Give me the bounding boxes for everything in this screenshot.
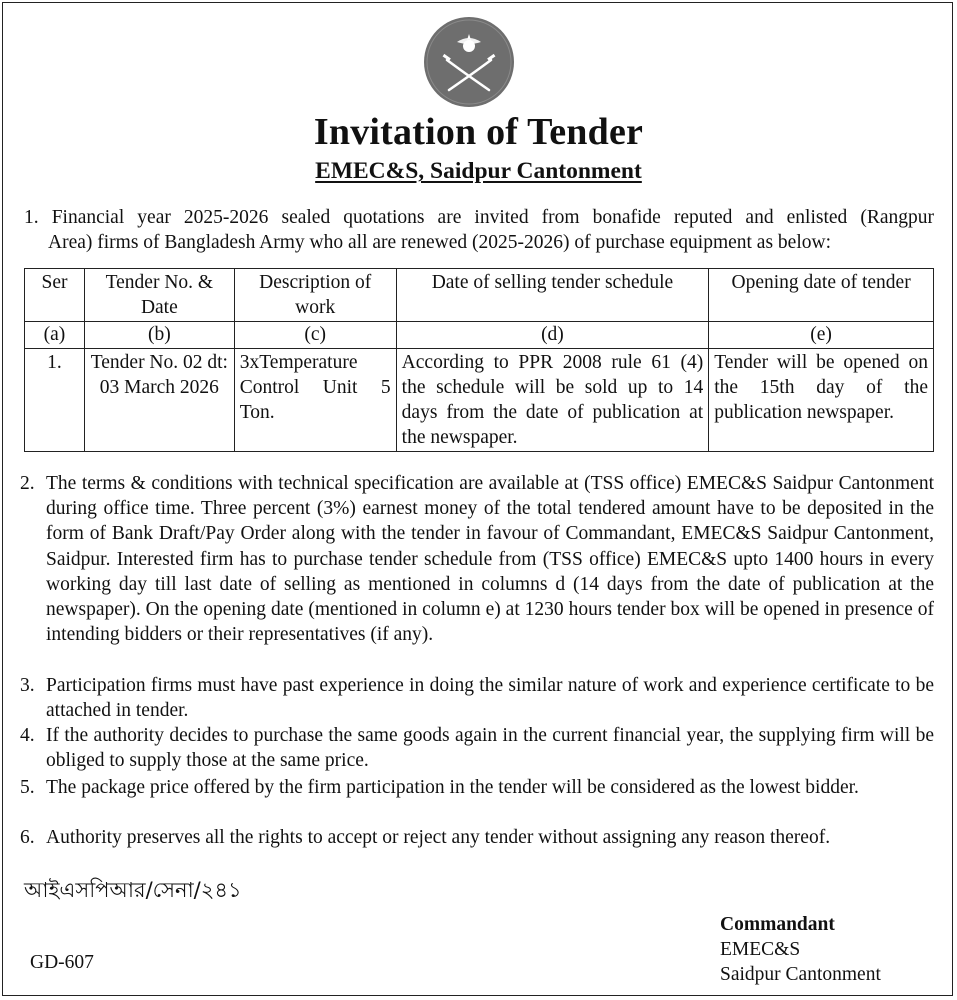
header-ser: Ser: [25, 269, 85, 322]
paragraph-3: 3. Participation firms must have past experience in doing the similar nature of work and experience certificate to be attached in tender.: [20, 675, 934, 722]
cell-tender-no: Tender No. 02 dt: 03 March 2026: [84, 349, 234, 452]
letter-e: (e): [709, 322, 934, 349]
intro-line-2: Area) firms of Bangladesh Army who all are renewed (2025-2026) of purchase equipment as below:: [48, 232, 831, 254]
letter-d: (d): [396, 322, 709, 349]
cell-description: 3xTemperature Control Unit 5 Ton.: [234, 349, 396, 452]
paragraph-2: 2. The terms & conditions with technical specification are available at (TSS office) EMEC&S Saidpur Cantonment during office time. Three percent (3%) earnest money of the total tendered amount have to be deposited in the form of Bank Draft/Pay Order along with the tender in favour of Commandant, EMEC&S Saidpur Cantonment, Saidpur. Interested firm has to purchase tender schedule from (TSS office) EMEC&S upto 1400 hours in every working day till last date of selling as mentioned in columns d (14 days from the date of publication at the newspaper). On the opening date (mentioned in column e) at 1230 hours tender box will be opened in presence of intending bidders or their representatives (if any).: [20, 473, 934, 646]
letter-a: (a): [25, 322, 85, 349]
paragraph-4: 4. If the authority decides to purchase the same goods again in the current financial year, the supplying firm will be obliged to supply those at the same price.: [20, 725, 934, 772]
letter-b: (b): [84, 322, 234, 349]
tender-table: [24, 268, 934, 452]
army-emblem-icon: [423, 16, 515, 108]
cell-selling-schedule: According to PPR 2008 rule 61 (4) the schedule will be sold up to 14 days from the date of publication at the newspaper.: [396, 349, 709, 452]
cell-opening-date: Tender will be opened on the 15th day of the publication newspaper.: [709, 349, 934, 452]
table-header-row: [25, 269, 934, 322]
table-row: [25, 349, 934, 452]
gd-number: GD-607: [30, 952, 94, 973]
intro-paragraph: [24, 205, 934, 255]
header-description: Description of work: [234, 269, 396, 322]
page-subtitle: EMEC&S, Saidpur Cantonment: [315, 158, 642, 184]
header-selling-schedule: Date of selling tender schedule: [396, 269, 709, 322]
signatory-location: Saidpur Cantonment: [720, 964, 881, 985]
signatory-unit: EMEC&S: [720, 939, 801, 960]
signatory-title: Commandant: [720, 914, 835, 935]
table-letter-row: [25, 322, 934, 349]
cell-ser: 1.: [25, 349, 85, 452]
paragraph-6: 6. Authority preserves all the rights to accept or reject any tender without assigning any reason thereof.: [20, 827, 831, 848]
intro-line-1: 1. Financial year 2025-2026 sealed quotations are invited from bonafide reputed and enlisted (Rangpur: [24, 207, 934, 228]
signature-block: [720, 912, 881, 987]
page-title: Invitation of Tender: [313, 111, 644, 153]
paragraph-5: 5. The package price offered by the firm participation in the tender will be considered as the lowest bidder.: [20, 777, 859, 798]
header-opening-date: Opening date of tender: [709, 269, 934, 322]
header-tender-no: Tender No. & Date: [84, 269, 234, 322]
isp-reference: আইএসপিআর/সেনা/২৪১: [24, 878, 242, 902]
letter-c: (c): [234, 322, 396, 349]
